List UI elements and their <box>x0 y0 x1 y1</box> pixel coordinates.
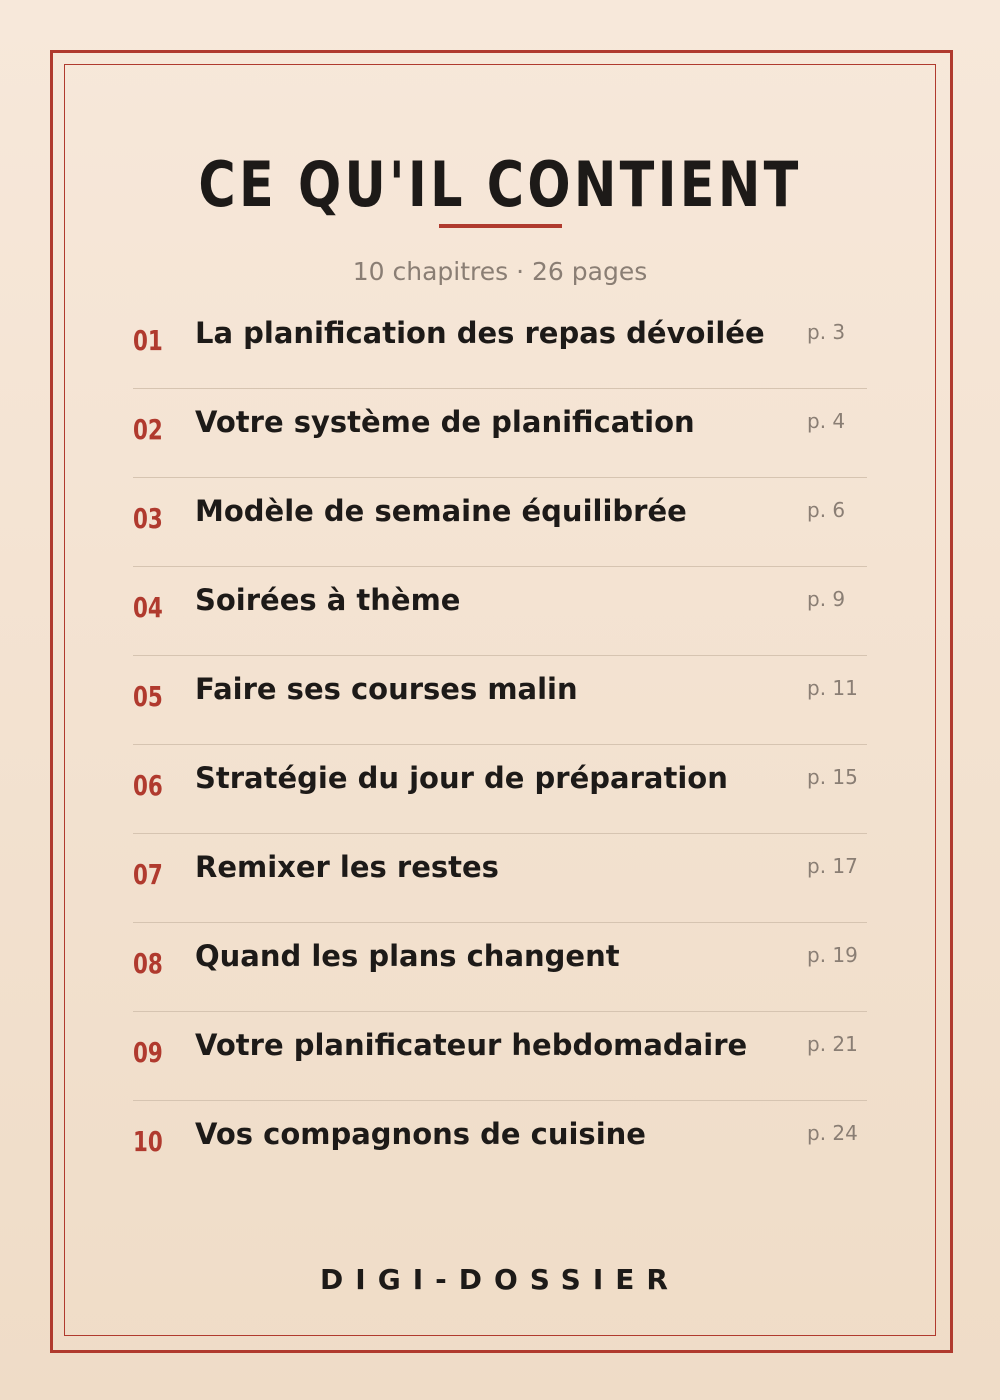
chapter-page: p. 11 <box>807 676 858 700</box>
chapter-title: Modèle de semaine équilibrée <box>195 494 687 528</box>
chapter-page: p. 19 <box>807 943 858 967</box>
chapter-title: Vos compagnons de cuisine <box>195 1117 646 1151</box>
chapter-title: Stratégie du jour de préparation <box>195 761 728 795</box>
toc-row[interactable] <box>133 1101 867 1189</box>
toc-row[interactable] <box>133 478 867 567</box>
chapter-number: 01 <box>133 324 163 357</box>
chapter-page: p. 3 <box>807 320 846 344</box>
chapter-number: 06 <box>133 769 163 802</box>
chapter-page: p. 9 <box>807 587 846 611</box>
page-subtitle: 10 chapitres · 26 pages <box>352 257 648 286</box>
chapter-page: p. 4 <box>807 409 846 433</box>
chapter-number: 04 <box>133 591 163 624</box>
toc-row[interactable] <box>133 300 867 389</box>
chapter-title: Remixer les restes <box>195 850 499 884</box>
chapter-number: 02 <box>133 413 163 446</box>
chapter-number: 03 <box>133 502 163 535</box>
title-underline <box>439 224 562 228</box>
table-of-contents <box>133 300 867 1189</box>
chapter-title: Faire ses courses malin <box>195 672 578 706</box>
chapter-page: p. 24 <box>807 1121 858 1145</box>
chapter-title: Soirées à thème <box>195 583 461 617</box>
chapter-number: 08 <box>133 947 163 980</box>
toc-row[interactable] <box>133 656 867 745</box>
toc-row[interactable] <box>133 567 867 656</box>
toc-row[interactable] <box>133 923 867 1012</box>
chapter-page: p. 17 <box>807 854 858 878</box>
chapter-page: p. 6 <box>807 498 846 522</box>
chapter-title: Votre système de planification <box>195 405 695 439</box>
chapter-number: 07 <box>133 858 163 891</box>
chapter-number: 05 <box>133 680 163 713</box>
chapter-number: 09 <box>133 1036 163 1069</box>
chapter-page: p. 15 <box>807 765 858 789</box>
brand-footer: DIGI-DOSSIER <box>320 1263 680 1296</box>
toc-row[interactable] <box>133 389 867 478</box>
chapter-number: 10 <box>133 1125 163 1158</box>
toc-row[interactable] <box>133 834 867 923</box>
toc-row[interactable] <box>133 1012 867 1101</box>
chapter-page: p. 21 <box>807 1032 858 1056</box>
chapter-title: Quand les plans changent <box>195 939 620 973</box>
chapter-title: Votre planificateur hebdomadaire <box>195 1028 748 1062</box>
chapter-title: La planification des repas dévoilée <box>195 316 765 350</box>
page-title: CE QU'IL CONTIENT <box>198 148 802 221</box>
toc-row[interactable] <box>133 745 867 834</box>
